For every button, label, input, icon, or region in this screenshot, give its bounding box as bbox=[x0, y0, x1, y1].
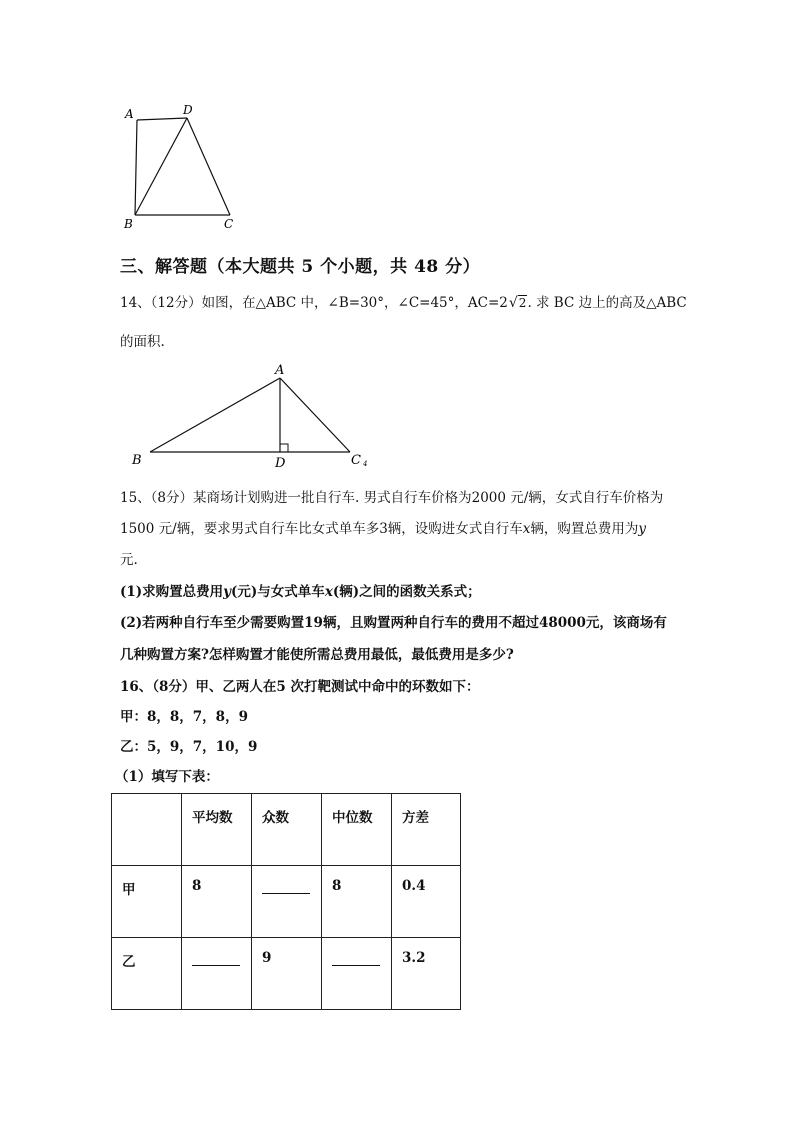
q15-part1 bbox=[120, 582, 481, 602]
q15-line2 bbox=[120, 519, 646, 539]
cell-mean[interactable] bbox=[182, 938, 252, 1010]
q15-part1-c: (辆)之间的函数关系式； bbox=[332, 584, 481, 600]
q16-part1: （1）填写下表： bbox=[115, 769, 219, 785]
q16-jia-scores: 甲：8，8，7，8，9 bbox=[120, 709, 248, 725]
var-x: x bbox=[522, 521, 531, 537]
q15-part1-b: (元)与女式单车 bbox=[231, 584, 325, 600]
answer-blank[interactable] bbox=[262, 879, 310, 894]
q14-line1 bbox=[120, 293, 687, 313]
section-title: 三、解答题（本大题共 5 个小题，共 48 分） bbox=[120, 257, 481, 277]
sqrt-radicand: 2 bbox=[518, 296, 527, 310]
cell-mode[interactable] bbox=[252, 866, 322, 938]
row-name: 乙 bbox=[112, 938, 182, 1010]
cell-mode: 9 bbox=[252, 938, 322, 1010]
q14-prefix: 14、（12分）如图，在△ABC 中，∠B=30°，∠C=45°，AC=2 bbox=[120, 295, 508, 311]
label-d: D bbox=[183, 103, 193, 117]
sqrt-symbol: √2 bbox=[508, 295, 527, 311]
q16-yi-scores: 乙：5，9，7，10，9 bbox=[120, 739, 258, 755]
table-header-cell bbox=[112, 794, 182, 866]
cell-mean: 8 bbox=[182, 866, 252, 938]
var-x-part1: x bbox=[324, 584, 333, 600]
label-c2: C bbox=[351, 453, 361, 468]
edge-ab2 bbox=[150, 378, 280, 452]
answer-blank[interactable] bbox=[332, 951, 380, 966]
table-header-cell: 众数 bbox=[252, 794, 322, 866]
q15-line2-a: 1500 元/辆，要求男式自行车比女式单车多3辆，设购进女式自行车 bbox=[120, 521, 523, 537]
row-name: 甲 bbox=[112, 866, 182, 938]
q15-part2-line2: 几种购置方案?怎样购置才能使所需总费用最低，最低费用是多少? bbox=[120, 647, 514, 663]
edge-ab bbox=[135, 120, 137, 215]
edge-bd bbox=[135, 118, 187, 215]
label-c2-sub: 4 bbox=[363, 460, 368, 468]
answer-blank[interactable] bbox=[192, 951, 240, 966]
q16-line1: 16、（8分）甲、乙两人在5 次打靶测试中命中的环数如下： bbox=[120, 679, 480, 695]
table-header-cell: 平均数 bbox=[182, 794, 252, 866]
table-row bbox=[112, 866, 461, 938]
q15-part1-a: (1)求购置总费用 bbox=[120, 584, 224, 600]
cell-median[interactable] bbox=[322, 938, 392, 1010]
q14-suffix: . 求 BC 边上的高及△ABC bbox=[527, 295, 687, 311]
var-y-part1: y bbox=[223, 584, 232, 600]
table-header-cell: 方差 bbox=[392, 794, 461, 866]
q15-line2-b: 辆，购置总费用为 bbox=[530, 521, 639, 537]
label-d2: D bbox=[275, 456, 286, 471]
cell-variance: 3.2 bbox=[392, 938, 461, 1010]
label-c: C bbox=[224, 217, 234, 231]
table-header-row bbox=[112, 794, 461, 866]
label-b2: B bbox=[132, 453, 142, 468]
q15-part2-line1: (2)若两种自行车至少需要购置19辆，且购置两种自行车的费用不超过48000元，该商场有 bbox=[120, 615, 667, 631]
cell-median: 8 bbox=[322, 866, 392, 938]
table-row bbox=[112, 938, 461, 1010]
edge-ac2 bbox=[280, 378, 350, 452]
right-angle-mark bbox=[280, 444, 288, 452]
cell-variance: 0.4 bbox=[392, 866, 461, 938]
label-b: B bbox=[124, 217, 133, 231]
figure-trapezoid bbox=[120, 100, 250, 235]
figure-triangle bbox=[125, 360, 385, 472]
score-table bbox=[111, 793, 461, 1010]
edge-dc bbox=[187, 118, 230, 215]
table-header-cell: 中位数 bbox=[322, 794, 392, 866]
q15-line1: 15、（8分）某商场计划购进一批自行车. 男式自行车价格为2000 元/辆，女式自行车价格为 bbox=[120, 490, 664, 506]
q14-line2: 的面积. bbox=[120, 334, 165, 350]
var-y: y bbox=[638, 521, 647, 537]
label-a2: A bbox=[275, 363, 285, 378]
q15-line3: 元. bbox=[120, 552, 138, 568]
label-a: A bbox=[125, 107, 134, 121]
edge-ad bbox=[137, 118, 187, 120]
